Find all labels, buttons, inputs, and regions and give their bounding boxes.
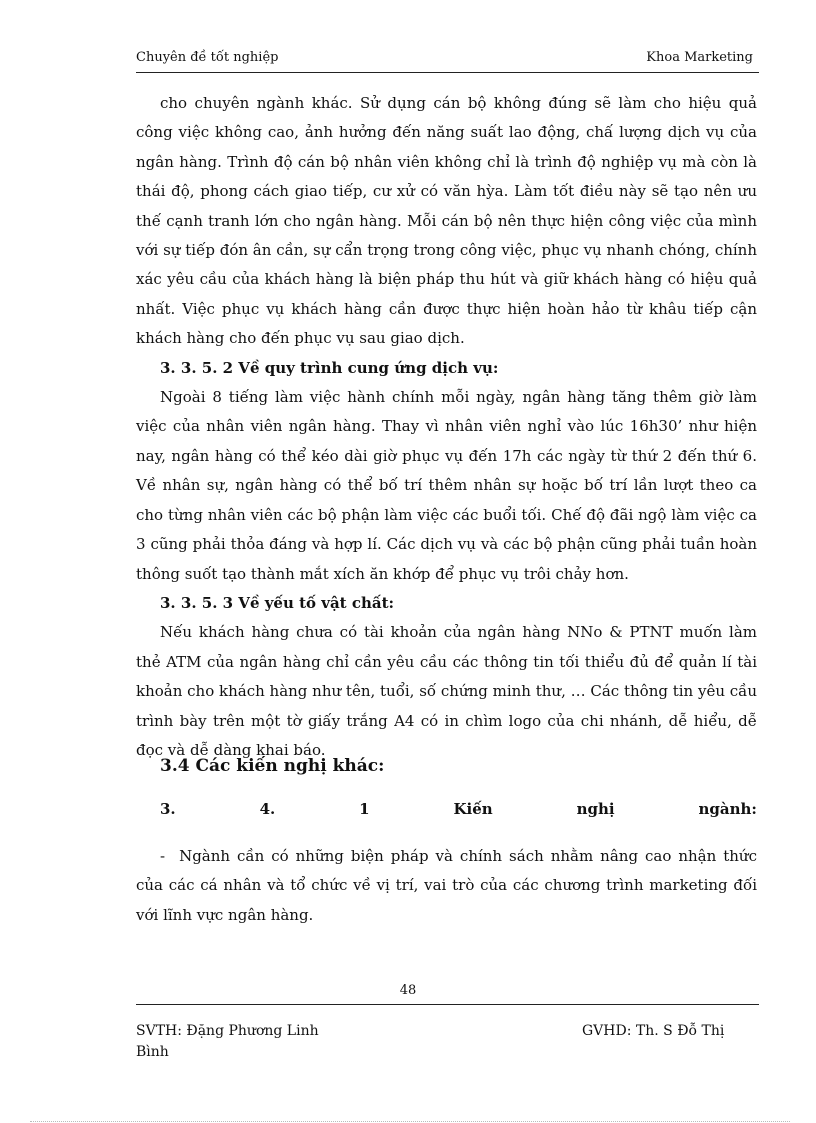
footer-student: SVTH: Đặng Phương Linh — [136, 1023, 319, 1039]
heading-341-part: 3. — [160, 800, 176, 818]
paragraph-staff-quality: cho chuyên ngành khác. Sử dụng cán bộ không đúng sẽ làm cho hiệu quả công việc không cao, ảnh hưởng đến năng suất lao động, chấ lượng dịch vụ của ngân hàng. Trình độ cán bộ nhân viên không chỉ là trình độ nghiệp vụ mà còn là thái độ, phong cách giao tiếp, cư xử có văn hỳa. Làm tốt điều này sẽ tạo nên ưu thế cạnh tranh lớn cho ngân hàng. Mỗi cán bộ nên thực hiện công việc của mình với sự tiếp đón ân cần, sự cẩn trọng trong công việc, phục vụ nhanh chóng, chính xác yêu cầu của khách hàng là biện pháp thu hút và giữ khách hàng có hiệu quả nhất. Việc phục vụ khách hàng cần được thực hiện hoàn hảo từ khâu tiếp cận khách hàng cho đến phục vụ sau giao dịch. — [136, 94, 757, 348]
bullet-text: Ngành cần có những biện pháp và chính sách nhằm nâng cao nhận thức của các cá nhân và tổ chức về vị trí, vai trò của các chương trình marketing đối với lĩnh vực ngân hàng. — [136, 847, 757, 924]
heading-341-part: 1 — [359, 800, 370, 818]
footer-divider — [136, 1004, 759, 1005]
page-number: 48 — [399, 983, 417, 998]
header-title: Chuyên đề tốt nghiệp — [136, 50, 279, 65]
bullet-item — [136, 842, 757, 930]
heading-341-part: ngành: — [698, 800, 757, 818]
heading-341 — [160, 800, 757, 818]
page-body — [136, 89, 757, 765]
footer-advisor: GVHD: Th. S Đỗ Thị — [582, 1023, 725, 1039]
heading-341-part: 4. — [259, 800, 276, 818]
paragraph-material-factors: Nếu khách hàng chưa có tài khoản của ngân hàng NNo & PTNT muốn làm thẻ ATM của ngân hàng chỉ cần yêu cầu các thông tin tối thiểu đủ để quản lí tài khoản cho khách hàng như tên, tuổi, số chứng minh thư, … Các thông tin yêu cầu trình bày trên một tờ giấy trắng A4 có in chìm logo của chi nhánh, dễ hiểu, dễ đọc và dễ dàng khai báo. — [136, 623, 758, 759]
footer-advisor-wrap: Bình — [136, 1044, 169, 1060]
heading-3352: 3. 3. 5. 2 Về quy trình cung ứng dịch vụ: — [160, 358, 499, 377]
page-footer — [136, 1021, 759, 1063]
heading-341-part: nghị — [576, 800, 615, 818]
bullet-dash: - — [160, 847, 166, 865]
paragraph-service-process: Ngoài 8 tiếng làm việc hành chính mỗi ngày, ngân hàng tăng thêm giờ làm việc của nhân viên ngân hàng. Thay vì nhân viên nghỉ vào lúc 16h30’ như hiện nay, ngân hàng có thể kéo dài giờ phục vụ đến 17h các ngày từ thứ 2 đến thứ 6. Về nhân sự, ngân hàng có thể bố trí thêm nhân sự hoặc bố trí lần lượt theo ca cho từng nhân viên các bộ phận làm việc các buổi tối. Chế độ đãi ngộ làm việc ca 3 cũng phải thỏa đáng và hợp lí. Các dịch vụ và các bộ phận cũng phải tuần hoàn thông suốt tạo thành mắt xích ăn khớp để phục vụ trôi chảy hơn. — [136, 388, 757, 583]
heading-34: 3.4 Các kiến nghị khác: — [160, 756, 385, 776]
page-header — [136, 50, 759, 73]
page-bottom-border — [30, 1121, 790, 1122]
heading-3353: 3. 3. 5. 3 Về yếu tố vật chất: — [160, 593, 395, 612]
header-department: Khoa Marketing — [646, 50, 753, 65]
heading-341-part: Kiến — [453, 800, 493, 818]
